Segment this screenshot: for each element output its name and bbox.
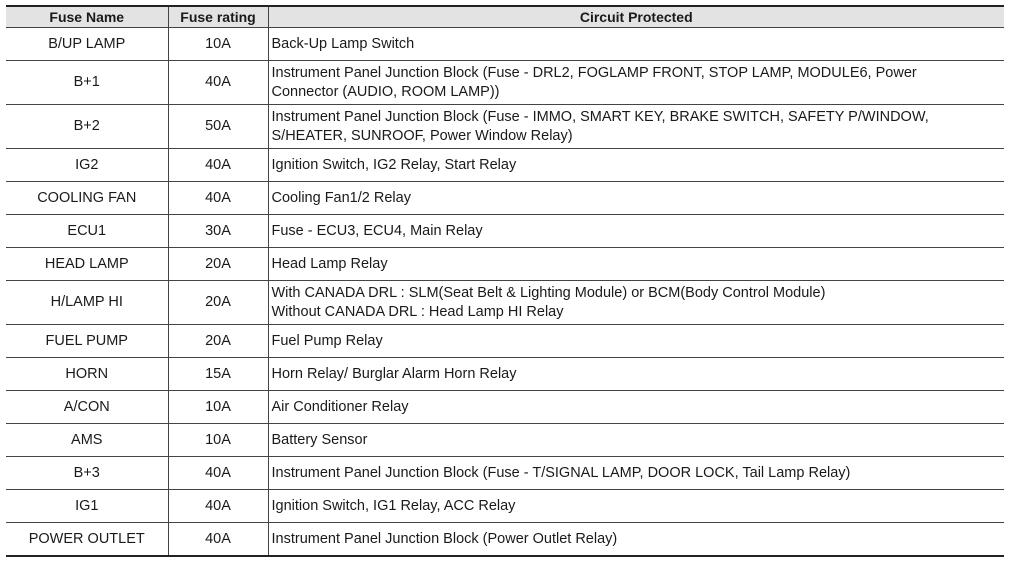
- fuse-name-cell: B/UP LAMP: [6, 28, 168, 61]
- fuse-name-cell: H/LAMP HI: [6, 281, 168, 325]
- fuse-name-cell: B+3: [6, 457, 168, 490]
- circuit-protected-cell: [268, 457, 1004, 490]
- circuit-protected-cell: [268, 215, 1004, 248]
- header-row: [6, 6, 1004, 28]
- circuit-protected-cell: [268, 523, 1004, 557]
- fuse-rating-cell: 10A: [168, 391, 268, 424]
- fuse-name-cell: HEAD LAMP: [6, 248, 168, 281]
- fuse-name-cell: FUEL PUMP: [6, 325, 168, 358]
- circuit-text: Back-Up Lamp Switch: [271, 35, 415, 52]
- circuit-protected-cell: [268, 28, 1004, 61]
- circuit-protected-cell: [268, 358, 1004, 391]
- table-row: [6, 490, 1004, 523]
- fuse-rating-cell: 20A: [168, 248, 268, 281]
- circuit-text: Instrument Panel Junction Block (Fuse - IMMO, SMART KEY, BRAKE SWITCH, SAFETY P/WINDOW, S/HEATER, SUNROOF, Power Window Relay): [271, 108, 929, 144]
- circuit-protected-cell: [268, 105, 1004, 149]
- circuit-protected-cell: [268, 490, 1004, 523]
- circuit-text: Without CANADA DRL : Head Lamp HI Relay: [271, 303, 564, 320]
- circuit-text: Ignition Switch, IG2 Relay, Start Relay: [271, 156, 517, 173]
- fuse-rating-cell: 15A: [168, 358, 268, 391]
- table-row: [6, 358, 1004, 391]
- fuse-name-cell: B+2: [6, 105, 168, 149]
- circuit-text: Ignition Switch, IG1 Relay, ACC Relay: [271, 497, 516, 514]
- circuit-protected-cell: [268, 325, 1004, 358]
- fuse-rating-cell: 30A: [168, 215, 268, 248]
- fuse-table-header: [6, 6, 1004, 28]
- table-row: [6, 215, 1004, 248]
- table-row: [6, 248, 1004, 281]
- table-row: [6, 105, 1004, 149]
- fuse-table-container: [6, 5, 1004, 557]
- circuit-text: Cooling Fan1/2 Relay: [271, 189, 411, 206]
- table-row: [6, 281, 1004, 325]
- table-row: [6, 149, 1004, 182]
- fuse-rating-cell: 10A: [168, 424, 268, 457]
- fuse-rating-cell: 40A: [168, 490, 268, 523]
- circuit-text: Head Lamp Relay: [271, 255, 388, 272]
- table-row: [6, 391, 1004, 424]
- fuse-rating-cell: 40A: [168, 523, 268, 557]
- circuit-text: Fuse - ECU3, ECU4, Main Relay: [271, 222, 483, 239]
- circuit-text: Instrument Panel Junction Block (Fuse - T/SIGNAL LAMP, DOOR LOCK, Tail Lamp Relay): [271, 464, 851, 481]
- circuit-protected-cell: [268, 424, 1004, 457]
- fuse-rating-cell: 50A: [168, 105, 268, 149]
- table-row: [6, 325, 1004, 358]
- fuse-table: [6, 5, 1004, 557]
- fuse-name-cell: IG1: [6, 490, 168, 523]
- table-row: [6, 28, 1004, 61]
- circuit-protected-cell: [268, 391, 1004, 424]
- fuse-name-cell: A/CON: [6, 391, 168, 424]
- fuse-rating-cell: 40A: [168, 61, 268, 105]
- circuit-protected-cell: [268, 248, 1004, 281]
- circuit-text: Fuel Pump Relay: [271, 332, 383, 349]
- fuse-rating-cell: 40A: [168, 149, 268, 182]
- circuit-protected-cell: [268, 182, 1004, 215]
- fuse-name-cell: POWER OUTLET: [6, 523, 168, 557]
- circuit-text: Air Conditioner Relay: [271, 398, 409, 415]
- fuse-table-body: [6, 28, 1004, 557]
- table-row: [6, 457, 1004, 490]
- fuse-name-cell: ECU1: [6, 215, 168, 248]
- fuse-name-cell: COOLING FAN: [6, 182, 168, 215]
- header-circuit-protected: Circuit Protected: [268, 6, 1004, 28]
- fuse-name-cell: AMS: [6, 424, 168, 457]
- header-fuse-name: Fuse Name: [6, 6, 168, 28]
- fuse-rating-cell: 10A: [168, 28, 268, 61]
- table-row: [6, 424, 1004, 457]
- circuit-text: Instrument Panel Junction Block (Power Outlet Relay): [271, 530, 618, 547]
- circuit-text: Instrument Panel Junction Block (Fuse - DRL2, FOGLAMP FRONT, STOP LAMP, MODULE6, Power Connector (AUDIO, ROOM LAMP)): [271, 64, 917, 100]
- fuse-name-cell: B+1: [6, 61, 168, 105]
- circuit-text: Battery Sensor: [271, 431, 368, 448]
- circuit-protected-cell: [268, 281, 1004, 325]
- table-row: [6, 182, 1004, 215]
- header-fuse-rating: Fuse rating: [168, 6, 268, 28]
- fuse-name-cell: IG2: [6, 149, 168, 182]
- circuit-protected-cell: [268, 149, 1004, 182]
- fuse-rating-cell: 40A: [168, 457, 268, 490]
- fuse-name-cell: HORN: [6, 358, 168, 391]
- fuse-rating-cell: 40A: [168, 182, 268, 215]
- circuit-protected-cell: [268, 61, 1004, 105]
- circuit-text: Horn Relay/ Burglar Alarm Horn Relay: [271, 365, 517, 382]
- table-row: [6, 523, 1004, 557]
- fuse-rating-cell: 20A: [168, 325, 268, 358]
- circuit-text: With CANADA DRL : SLM(Seat Belt & Lighting Module) or BCM(Body Control Module): [271, 284, 826, 301]
- table-row: [6, 61, 1004, 105]
- fuse-rating-cell: 20A: [168, 281, 268, 325]
